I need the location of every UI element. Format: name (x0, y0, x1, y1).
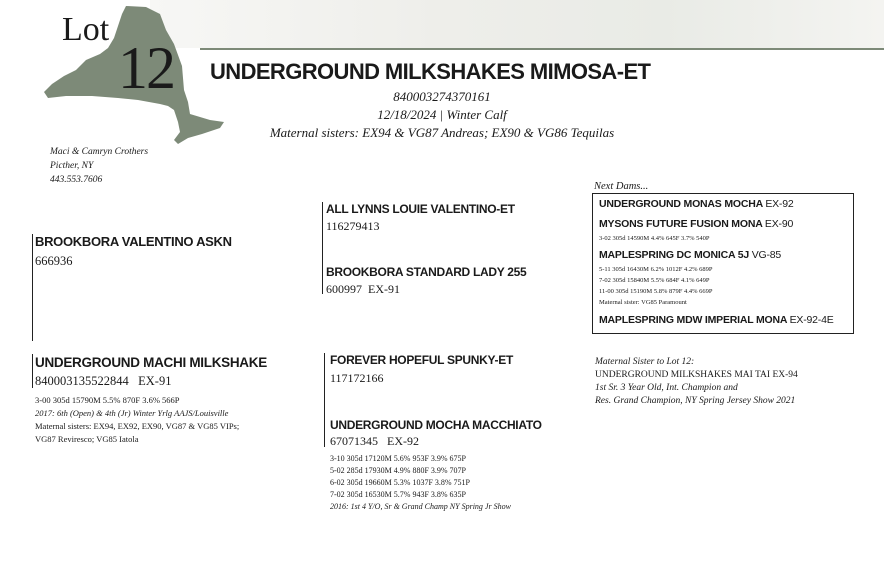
dam-line-bracket (324, 353, 325, 447)
next-dam-2-name: MYSONS FUTURE FUSION MONA (599, 218, 763, 230)
dam-bracket (32, 354, 33, 388)
dam-dam-id-score (330, 434, 419, 449)
sire-dam-name: BROOKBORA STANDARD LADY 255 (326, 265, 527, 279)
next-dam-2 (599, 218, 793, 231)
next-dam-1 (599, 198, 794, 211)
sire-sire-id: 116279413 (326, 219, 380, 233)
dam-dam-id: 67071345 (330, 434, 378, 448)
dam-dam-name: UNDERGROUND MOCHA MACCHIATO (330, 418, 542, 432)
sire-dam-score: EX-91 (368, 282, 400, 296)
dam-sire-name: FOREVER HOPEFUL SPUNKY-ET (330, 353, 513, 367)
next-dam-2-score: EX-90 (764, 218, 794, 230)
sire-line-bracket (322, 202, 323, 294)
next-dam-3-record: 7-02 305d 15840M 5.5% 684F 4.1% 649P (599, 277, 710, 284)
next-dam-4-name: MAPLESPRING MDW IMPERIAL MONA (599, 314, 787, 326)
lot-number: 12 (118, 35, 174, 101)
animal-id: 840003274370161 (393, 89, 491, 104)
dam-id-score (35, 373, 171, 389)
consignor-location: Picther, NY (50, 161, 94, 171)
dam-dam-award: 2016: 1st 4 Y/O, Sr & Grand Champ NY Spring Jr Show (330, 502, 511, 511)
dam-award: 2017: 6th (Open) & 4th (Jr) Winter Yrlg AAJS/Louisville (35, 408, 229, 418)
consignor-phone: 443.553.7606 (50, 175, 103, 185)
dam-sisters-line1: Maternal sisters: EX94, EX92, EX90, VG87 & VG85 VIPs; (35, 421, 240, 431)
dam-dam-record: 7-02 305d 16530M 5.7% 943F 3.8% 635P (330, 490, 467, 499)
animal-birth-class: 12/18/2024 | Winter Calf (377, 107, 507, 122)
dam-dam-record: 6-02 305d 19660M 5.3% 1037F 3.8% 751P (330, 478, 471, 487)
next-dams-heading: Next Dams... (594, 181, 649, 192)
animal-maternal-sisters: Maternal sisters: EX94 & VG87 Andreas; EX90 & VG86 Tequilas (269, 125, 615, 140)
next-dams-box (592, 193, 854, 334)
next-dam-3 (599, 249, 781, 262)
sire-name: BROOKBORA VALENTINO ASKN (35, 234, 232, 249)
dam-score: EX-91 (138, 374, 172, 388)
dam-dam-record: 3-10 305d 17120M 5.6% 953F 3.9% 675P (330, 454, 467, 463)
animal-name: UNDERGROUND MILKSHAKES MIMOSA-ET (210, 59, 651, 84)
dam-dam-score: EX-92 (387, 434, 419, 448)
consignor-name: Maci & Camryn Crothers (50, 147, 149, 157)
dam-name: UNDERGROUND MACHI MILKSHAKE (35, 355, 267, 370)
sire-bracket (32, 234, 33, 341)
next-dam-1-name: UNDERGROUND MONAS MOCHA (599, 198, 763, 210)
header-foliage-background (150, 0, 884, 48)
lot-label: Lot (62, 11, 110, 48)
maternal-sister-name: UNDERGROUND MILKSHAKES MAI TAI EX-94 (595, 370, 798, 380)
next-dam-3-name: MAPLESPRING DC MONICA 5J (599, 249, 749, 261)
next-dam-1-score: EX-92 (765, 198, 794, 210)
next-dam-3-sister: Maternal sister: VG85 Paramount (599, 299, 687, 306)
sire-id: 666936 (35, 254, 73, 268)
header-rule (200, 48, 884, 50)
next-dam-4-score: EX-92-4E (789, 314, 834, 326)
next-dam-3-score: VG-85 (751, 249, 782, 261)
maternal-sister-line1: 1st Sr. 3 Year Old, Int. Champion and (595, 383, 738, 393)
dam-sire-id: 117172166 (330, 371, 384, 385)
maternal-sister-line2: Res. Grand Champion, NY Spring Jersey Show 2021 (595, 396, 796, 406)
dam-dam-record: 5-02 285d 17930M 4.9% 880F 3.9% 707P (330, 466, 467, 475)
dam-id: 840003135522844 (35, 374, 129, 388)
sire-dam-id-score (326, 282, 400, 297)
next-dam-2-record: 3-02 305d 14590M 4.4% 645F 3.7% 540P (599, 235, 710, 242)
dam-sisters-line2: VG87 Reviresco; VG85 Iatola (35, 434, 139, 444)
next-dam-3-record: 11-00 305d 15190M 5.8% 879F 4.4% 669P (599, 288, 713, 295)
sire-dam-id: 600997 (326, 282, 362, 296)
dam-record: 3-00 305d 15790M 5.5% 870F 3.6% 566P (35, 395, 180, 405)
next-dam-4 (599, 314, 834, 327)
maternal-sister-heading: Maternal Sister to Lot 12: (595, 357, 695, 367)
next-dam-3-record: 5-11 305d 16430M 6.2% 1012F 4.2% 689P (599, 266, 713, 273)
sire-sire-name: ALL LYNNS LOUIE VALENTINO-ET (326, 202, 515, 216)
